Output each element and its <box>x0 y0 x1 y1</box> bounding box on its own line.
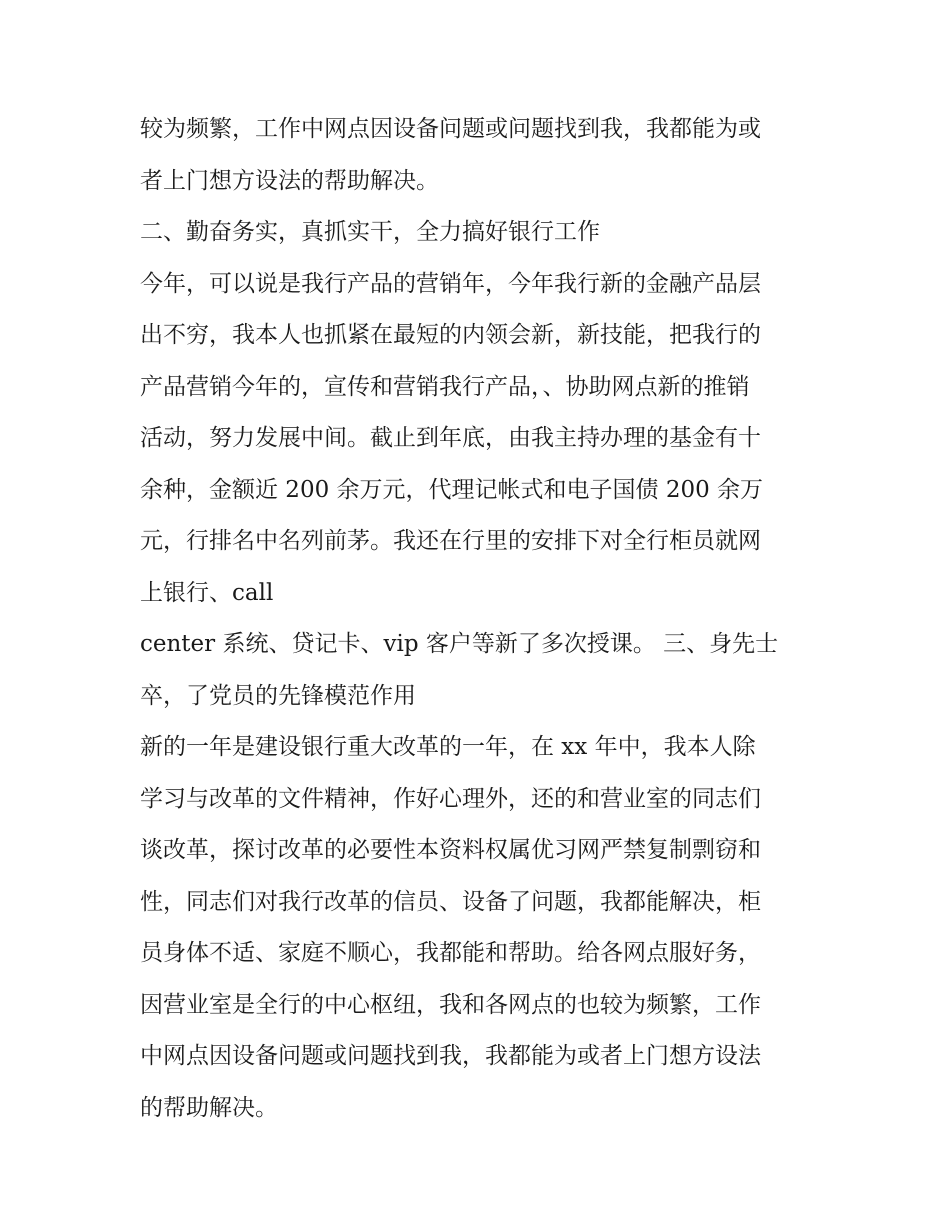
text-line: 卒，了党员的先锋模范作用 <box>140 682 416 709</box>
text-line: 性，同志们对我行改革的信员、设备了问题，我都能解决，柜 <box>140 888 761 915</box>
text-line: 因营业室是全行的中心枢纽，我和各网点的也较为频繁，工作 <box>140 991 761 1018</box>
text-line: 者上门想方设法的帮助解决。 <box>140 167 439 194</box>
text-line: 余种，金额近 200 余万元，代理记帐式和电子国债 200 余万 <box>140 476 764 503</box>
document-body <box>140 104 830 1134</box>
text-line: 谈改革，探讨改革的必要性本资料权属优习网严禁复制剽窃和 <box>140 837 761 863</box>
text-line: 的帮助解决。 <box>140 1094 278 1121</box>
section-heading: 二、勤奋务实，真抓实干，全力搞好银行工作 <box>140 219 600 245</box>
text-line: 元，行排名中名列前茅。我还在行里的安排下对全行柜员就网 <box>140 528 761 554</box>
text-line: 上银行、call <box>140 579 274 606</box>
text-line: 今年，可以说是我行产品的营销年，今年我行新的金融产品层 <box>140 270 761 297</box>
text-line: 学习与改革的文件精神，作好心理外，还的和营业室的同志们 <box>140 785 761 812</box>
text-line: 新的一年是建设银行重大改革的一年，在 xx 年中，我本人除 <box>140 734 756 760</box>
text-line: 中网点因设备问题或问题找到我，我都能为或者上门想方设法 <box>140 1043 761 1069</box>
text-line: center 系统、贷记卡、vip 客户等新了多次授课。 三、身先士 <box>140 631 779 657</box>
text-line: 较为频繁，工作中网点因设备问题或问题找到我，我都能为或 <box>140 116 761 142</box>
text-line: 出不穷，我本人也抓紧在最短的内领会新，新技能，把我行的 <box>140 322 761 348</box>
text-line: 产品营销今年的，宣传和营销我行产品，、协助网点新的推销 <box>140 373 750 400</box>
text-line: 员身体不适、家庭不顺心，我都能和帮助。给各网点服好务， <box>140 940 761 966</box>
text-line: 活动，努力发展中间。截止到年底，由我主持办理的基金有十 <box>140 425 761 451</box>
